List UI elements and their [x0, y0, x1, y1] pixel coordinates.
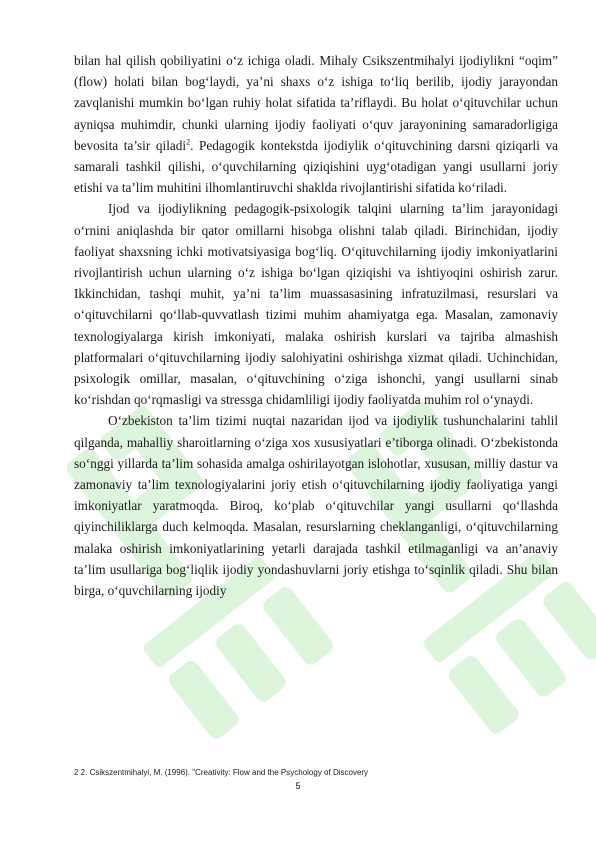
- paragraph-1-text-continued: . Pedagogik kontekstda ijodiylik o‘qituvchining darsni qiziqarli va samarali tashkil qilishi, o‘quvchilarning qiziqishini uyg‘otadigan yangi usullarni joriy etishi va ta’lim muhitini ilhomlantiruvchi shaklda rivojlantirishi sifatida ko‘riladi.: [74, 137, 558, 196]
- page-number: 5: [295, 781, 301, 791]
- paragraph-2: Ijod va ijodiylikning pedagogik-psixologik talqini ularning ta’lim jarayonidagi o‘rnini aniqlashda bir qator omillarni hisobga olishni talab qiladi. Birinchidan, ijodiy faoliyat shaxsning ichki motivatsiyasiga bog‘liq. O‘qituvchilarning ijodiy imkoniyatlarini rivojlantirish uchun ularning o‘z ishiga bo‘lgan qiziqishi va ishtiyoqini oshirish zarur. Ikkinchidan, tashqi muhit, ya’ni ta’lim muassasasining infratuzilmasi, resurslari va o‘qituvchilarni qo‘llab-quvvatlash tizimi muhim ahamiyatga ega. Masalan, zamonaviy texnologiyalarga kirish imkoniyati, malaka oshirish kurslari va tajriba almashish platformalari o‘qituvchilarning ijodiy salohiyatini oshirishga xizmat qiladi. Uchinchidan, psixologik omillar, masalan, o‘qituvchining o‘ziga ishonchi, yangi usullarni sinab ko‘rishdan qo‘rqmasligi va stressga chidamliligi ijodiy faoliyatda muhim rol o‘ynaydi.: [74, 201, 558, 408]
- paragraph-1-text: bilan hal qilish qobiliyatini o‘z ichiga oladi. Mihaly Csikszentmihalyi ijodiylikni “oqim” (flow) holati bilan bog‘laydi, ya’ni shaxs o‘z ishiga to‘liq berilib, ijodiy jarayondan zavqlanishi mumkin bo‘lgan ruhiy holat sifatida ta’riflaydi. Bu holat o‘qituvchilar uchun ayniqsa muhimdir, chunki ularning ijodiy faoliyati o‘quv jarayonining samaradorligiga bevosita ta’sir qiladi: [74, 53, 558, 153]
- paragraph-3: O‘zbekiston ta’lim tizimi nuqtai nazaridan ijod va ijodiylik tushunchalarini tahlil qilganda, mahalliy sharoitlarning o‘ziga xos xususiyatlari e’tiborga olinadi. O‘zbekistonda so‘nggi yillarda ta’lim sohasida amalga oshirilayotgan islohotlar, xususan, milliy dastur va zamonaviy ta’lim texnologiyalarini joriy etish o‘qituvchilarning ijodiy faoliyatiga yangi imkoniyatlar yaratmoqda. Biroq, ko‘plab o‘qituvchilar yangi usullarni qo‘llashda qiyinchiliklarga duch kelmoqda. Masalan, resurslarning cheklanganligi, o‘qituvchilarning malaka oshirish imkoniyatlarining yetarli darajada tashkil etilmaganligi va an’anaviy ta’lim usullariga bog‘liqlik ijodiy yondashuvlarni joriy etishga to‘sqinlik qiladi. Shu bilan birga, o‘quvchilarning ijodiy: [74, 413, 558, 599]
- paragraph-1: [74, 50, 558, 198]
- footnote-reference[interactable]: 2: [186, 137, 191, 147]
- footnote: 2 2. Csikszentmihalyi, M. (1996). "Creativity: Flow and the Psychology of Discovery: [74, 768, 369, 777]
- body-text: [74, 50, 558, 601]
